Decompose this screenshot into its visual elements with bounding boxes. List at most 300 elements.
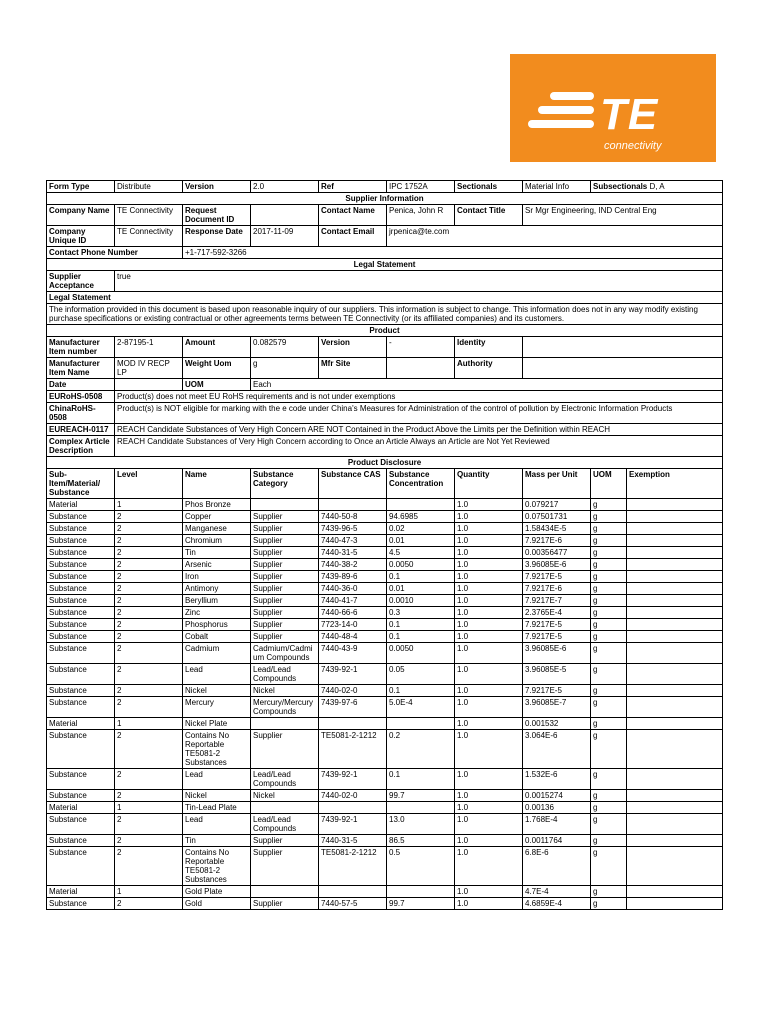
disclosure-heading: Product Disclosure (47, 457, 723, 469)
row-quantity: 1.0 (455, 685, 523, 697)
row-concentration: 0.3 (387, 607, 455, 619)
row-name: Lead (183, 769, 251, 790)
row-category: Lead/Lead Compounds (251, 664, 319, 685)
row-quantity: 1.0 (455, 664, 523, 685)
table-row (47, 547, 723, 559)
col-header: UOM (591, 469, 627, 499)
row-name: Nickel (183, 685, 251, 697)
row-concentration: 13.0 (387, 814, 455, 835)
row-type: Substance (47, 898, 115, 910)
row-cas: 7440-43-9 (319, 643, 387, 664)
row-cas: 7440-48-4 (319, 631, 387, 643)
company-name-label: Company Name (47, 205, 115, 226)
contact-email-value: jrpenica@te.com (387, 226, 723, 247)
row-level: 1 (115, 886, 183, 898)
row-cas: 7440-50-8 (319, 511, 387, 523)
row-uom: g (591, 571, 627, 583)
row-level: 2 (115, 697, 183, 718)
row-concentration: 0.0050 (387, 559, 455, 571)
uom-value: Each (251, 379, 723, 391)
row-mass: 2.3765E-4 (523, 607, 591, 619)
row-concentration (387, 718, 455, 730)
row-quantity: 1.0 (455, 523, 523, 535)
product-version-label: Version (319, 337, 387, 358)
chinarohs-label: ChinaRoHS-0508 (47, 403, 115, 424)
row-mass: 4.6859E-4 (523, 898, 591, 910)
row-exemption (627, 790, 723, 802)
row-category (251, 802, 319, 814)
row-cas: 7440-66-6 (319, 607, 387, 619)
authority-value (523, 358, 723, 379)
row-exemption (627, 547, 723, 559)
row-level: 1 (115, 802, 183, 814)
row-uom: g (591, 583, 627, 595)
row-exemption (627, 499, 723, 511)
row-type: Substance (47, 790, 115, 802)
product-version-value: - (387, 337, 455, 358)
table-row (47, 730, 723, 769)
disclosure-header-row (47, 469, 723, 499)
row-exemption (627, 511, 723, 523)
row-category: Cadmium/Cadmium Compounds (251, 643, 319, 664)
row-type: Substance (47, 631, 115, 643)
row-quantity: 1.0 (455, 631, 523, 643)
row-type: Substance (47, 547, 115, 559)
row-concentration: 0.1 (387, 685, 455, 697)
contact-phone-value: +1-717-592-3266 (183, 247, 723, 259)
row-category: Supplier (251, 631, 319, 643)
contact-name-value: Penica, John R (387, 205, 455, 226)
material-declaration-form (46, 180, 722, 910)
form-type-value: Distribute (115, 181, 183, 193)
col-header: Mass per Unit (523, 469, 591, 499)
eurohs-label: EURoHS-0508 (47, 391, 115, 403)
row-category: Supplier (251, 607, 319, 619)
row-name: Tin-Lead Plate (183, 802, 251, 814)
row-name: Lead (183, 664, 251, 685)
row-name: Chromium (183, 535, 251, 547)
row-mass: 7.9217E-5 (523, 631, 591, 643)
row-type: Material (47, 718, 115, 730)
row-uom: g (591, 619, 627, 631)
amount-label: Amount (183, 337, 251, 358)
logo-name: TE (600, 90, 659, 139)
row-category: Supplier (251, 523, 319, 535)
table-row (47, 802, 723, 814)
row-cas: 7440-02-0 (319, 685, 387, 697)
row-category: Supplier (251, 730, 319, 769)
row-uom: g (591, 595, 627, 607)
row-uom: g (591, 607, 627, 619)
row-exemption (627, 523, 723, 535)
row-mass: 0.0011764 (523, 835, 591, 847)
row-concentration: 0.1 (387, 769, 455, 790)
col-header: Name (183, 469, 251, 499)
table-row (47, 511, 723, 523)
row-mass: 7.9217E-5 (523, 685, 591, 697)
te-connectivity-logo (510, 54, 716, 162)
eureach-value: REACH Candidate Substances of Very High Concern ARE NOT Contained in the Product Above the Limits per the Definition within REACH (115, 424, 723, 436)
row-type: Substance (47, 769, 115, 790)
row-quantity: 1.0 (455, 730, 523, 769)
row-uom: g (591, 523, 627, 535)
row-cas (319, 718, 387, 730)
row-concentration: 0.01 (387, 583, 455, 595)
row-concentration: 0.05 (387, 664, 455, 685)
row-exemption (627, 559, 723, 571)
table-row (47, 835, 723, 847)
row-quantity: 1.0 (455, 802, 523, 814)
response-date-label: Response Date (183, 226, 251, 247)
row-quantity: 1.0 (455, 643, 523, 664)
row-exemption (627, 607, 723, 619)
row-name: Nickel (183, 790, 251, 802)
row-mass: 7.9217E-6 (523, 583, 591, 595)
row-uom: g (591, 886, 627, 898)
table-row (47, 718, 723, 730)
form-table (46, 180, 723, 910)
row-category: Supplier (251, 583, 319, 595)
row-mass: 3.96085E-7 (523, 697, 591, 718)
row-level: 1 (115, 499, 183, 511)
col-header: Level (115, 469, 183, 499)
row-category: Supplier (251, 619, 319, 631)
row-uom: g (591, 847, 627, 886)
row-quantity: 1.0 (455, 718, 523, 730)
row-name: Contains No Reportable TE5081-2 Substances (183, 730, 251, 769)
row-level: 2 (115, 619, 183, 631)
row-mass: 4.7E-4 (523, 886, 591, 898)
row-name: Phosphorus (183, 619, 251, 631)
amount-value: 0.082579 (251, 337, 319, 358)
supplier-info-heading: Supplier Information (47, 193, 723, 205)
row-level: 2 (115, 643, 183, 664)
row-category: Supplier (251, 571, 319, 583)
row-uom: g (591, 769, 627, 790)
row-concentration: 4.5 (387, 547, 455, 559)
row-exemption (627, 847, 723, 886)
row-quantity: 1.0 (455, 511, 523, 523)
contact-email-label: Contact Email (319, 226, 387, 247)
row-mass: 0.07501731 (523, 511, 591, 523)
table-row (47, 664, 723, 685)
complex-article-value: REACH Candidate Substances of Very High Concern according to Once an Article Always an Article are Not Yet Reviewed (115, 436, 723, 457)
row-type: Substance (47, 814, 115, 835)
row-level: 2 (115, 814, 183, 835)
sectionals-value: Material Info (523, 181, 591, 193)
weight-uom-label: Weight Uom (183, 358, 251, 379)
row-quantity: 1.0 (455, 607, 523, 619)
col-header: Substance Concentration (387, 469, 455, 499)
row-type: Substance (47, 571, 115, 583)
table-row (47, 685, 723, 697)
legal-statement-label: Legal Statement (47, 292, 723, 304)
legal-heading: Legal Statement (47, 259, 723, 271)
row-uom: g (591, 802, 627, 814)
mfr-name-value: MOD IV RECP LP (115, 358, 183, 379)
table-row (47, 631, 723, 643)
row-name: Gold Plate (183, 886, 251, 898)
row-mass: 3.96085E-6 (523, 643, 591, 664)
row-quantity: 1.0 (455, 769, 523, 790)
row-uom: g (591, 547, 627, 559)
col-header: Sub-Item/Material/ Substance (47, 469, 115, 499)
row-level: 1 (115, 718, 183, 730)
row-cas: 7439-92-1 (319, 814, 387, 835)
row-cas: TE5081-2-1212 (319, 847, 387, 886)
row-quantity: 1.0 (455, 898, 523, 910)
row-quantity: 1.0 (455, 595, 523, 607)
row-uom: g (591, 730, 627, 769)
row-mass: 0.0015274 (523, 790, 591, 802)
row-uom: g (591, 685, 627, 697)
row-level: 2 (115, 790, 183, 802)
authority-label: Authority (455, 358, 523, 379)
row-exemption (627, 664, 723, 685)
row-quantity: 1.0 (455, 571, 523, 583)
table-row (47, 814, 723, 835)
row-uom: g (591, 559, 627, 571)
company-unique-value: TE Connectivity (115, 226, 183, 247)
row-quantity: 1.0 (455, 790, 523, 802)
disclosure-rows (47, 499, 723, 910)
row-category: Supplier (251, 847, 319, 886)
row-concentration: 5.0E-4 (387, 697, 455, 718)
mfr-item-value: 2-87195-1 (115, 337, 183, 358)
row-quantity: 1.0 (455, 697, 523, 718)
response-date-value: 2017-11-09 (251, 226, 319, 247)
supplier-acceptance-label: Supplier Acceptance (47, 271, 115, 292)
row-uom: g (591, 790, 627, 802)
row-level: 2 (115, 664, 183, 685)
weight-uom-value: g (251, 358, 319, 379)
row-category: Supplier (251, 511, 319, 523)
row-mass: 7.9217E-5 (523, 571, 591, 583)
uom-label: UOM (183, 379, 251, 391)
contact-title-label: Contact Title (455, 205, 523, 226)
row-cas: 7439-97-6 (319, 697, 387, 718)
row-quantity: 1.0 (455, 547, 523, 559)
row-cas: 7723-14-0 (319, 619, 387, 631)
col-header: Quantity (455, 469, 523, 499)
row-cas: 7440-31-5 (319, 835, 387, 847)
eurohs-value: Product(s) does not meet EU RoHS requirements and is not under exemptions (115, 391, 723, 403)
table-row (47, 619, 723, 631)
row-uom: g (591, 499, 627, 511)
request-doc-value (251, 205, 319, 226)
row-exemption (627, 583, 723, 595)
row-exemption (627, 718, 723, 730)
table-row (47, 697, 723, 718)
row-type: Substance (47, 619, 115, 631)
row-exemption (627, 631, 723, 643)
row-category: Supplier (251, 898, 319, 910)
row-category (251, 499, 319, 511)
table-row (47, 499, 723, 511)
complex-article-label: Complex Article Description (47, 436, 115, 457)
row-concentration: 0.5 (387, 847, 455, 886)
row-concentration: 94.6985 (387, 511, 455, 523)
contact-phone-label: Contact Phone Number (47, 247, 183, 259)
row-concentration: 99.7 (387, 790, 455, 802)
table-row (47, 769, 723, 790)
row-mass: 3.96085E-5 (523, 664, 591, 685)
row-exemption (627, 814, 723, 835)
row-category: Supplier (251, 559, 319, 571)
row-category: Supplier (251, 595, 319, 607)
row-uom: g (591, 631, 627, 643)
row-category: Supplier (251, 835, 319, 847)
row-mass: 0.001532 (523, 718, 591, 730)
row-cas: 7440-57-5 (319, 898, 387, 910)
row-mass: 1.768E-4 (523, 814, 591, 835)
row-uom: g (591, 511, 627, 523)
row-type: Substance (47, 664, 115, 685)
eureach-label: EUREACH-0117 (47, 424, 115, 436)
row-cas: 7439-92-1 (319, 664, 387, 685)
date-value (115, 379, 183, 391)
form-type-label: Form Type (47, 181, 115, 193)
row-exemption (627, 898, 723, 910)
row-cas (319, 886, 387, 898)
row-mass: 0.00356477 (523, 547, 591, 559)
row-type: Substance (47, 847, 115, 886)
row-concentration: 0.1 (387, 619, 455, 631)
row-quantity: 1.0 (455, 583, 523, 595)
row-mass: 6.8E-6 (523, 847, 591, 886)
row-type: Substance (47, 583, 115, 595)
row-quantity: 1.0 (455, 886, 523, 898)
table-row (47, 790, 723, 802)
row-concentration (387, 886, 455, 898)
row-category: Mercury/Mercury Compounds (251, 697, 319, 718)
table-row (47, 847, 723, 886)
row-name: Nickel Plate (183, 718, 251, 730)
row-name: Antimony (183, 583, 251, 595)
row-cas (319, 802, 387, 814)
date-label: Date (47, 379, 115, 391)
row-level: 2 (115, 769, 183, 790)
row-exemption (627, 769, 723, 790)
row-quantity: 1.0 (455, 847, 523, 886)
mfr-item-label: Manufacturer Item number (47, 337, 115, 358)
row-level: 2 (115, 835, 183, 847)
row-cas: 7440-36-0 (319, 583, 387, 595)
row-cas: 7440-47-3 (319, 535, 387, 547)
row-level: 2 (115, 571, 183, 583)
supplier-acceptance-value: true (115, 271, 723, 292)
row-type: Substance (47, 535, 115, 547)
row-uom: g (591, 898, 627, 910)
row-quantity: 1.0 (455, 835, 523, 847)
table-row (47, 898, 723, 910)
version-value: 2.0 (251, 181, 319, 193)
row-mass: 7.9217E-5 (523, 619, 591, 631)
row-concentration: 0.1 (387, 571, 455, 583)
row-category: Nickel (251, 790, 319, 802)
row-name: Tin (183, 547, 251, 559)
row-exemption (627, 802, 723, 814)
row-exemption (627, 697, 723, 718)
row-type: Substance (47, 835, 115, 847)
row-level: 2 (115, 595, 183, 607)
row-quantity: 1.0 (455, 499, 523, 511)
row-cas: 7440-41-7 (319, 595, 387, 607)
row-mass: 0.00136 (523, 802, 591, 814)
row-concentration (387, 802, 455, 814)
row-level: 2 (115, 559, 183, 571)
row-name: Mercury (183, 697, 251, 718)
row-type: Material (47, 886, 115, 898)
logo-subtitle: connectivity (604, 140, 662, 152)
row-category: Supplier (251, 535, 319, 547)
row-uom: g (591, 697, 627, 718)
row-category (251, 886, 319, 898)
row-mass: 7.9217E-7 (523, 595, 591, 607)
row-name: Iron (183, 571, 251, 583)
subsectionals-label: Subsectionals (593, 182, 648, 191)
row-level: 2 (115, 583, 183, 595)
row-level: 2 (115, 685, 183, 697)
row-level: 2 (115, 511, 183, 523)
row-name: Beryllium (183, 595, 251, 607)
row-mass: 7.9217E-6 (523, 535, 591, 547)
legal-statement-text: The information provided in this document is based upon reasonable inquiry of our suppliers. This information is subject to change. This information does not in any way modify existing purchase specifications or existing contractual or other agreements terms between TE Connectivity (or its affiliated companies) and its customers. (47, 304, 723, 325)
row-uom: g (591, 814, 627, 835)
row-name: Cadmium (183, 643, 251, 664)
row-level: 2 (115, 730, 183, 769)
row-category: Lead/Lead Compounds (251, 814, 319, 835)
mfr-site-label: Mfr Site (319, 358, 387, 379)
row-exemption (627, 619, 723, 631)
row-mass: 1.532E-6 (523, 769, 591, 790)
table-row (47, 583, 723, 595)
company-unique-label: Company Unique ID (47, 226, 115, 247)
col-header: Exemption (627, 469, 723, 499)
row-type: Substance (47, 523, 115, 535)
identity-label: Identity (455, 337, 523, 358)
row-exemption (627, 685, 723, 697)
row-concentration: 0.2 (387, 730, 455, 769)
request-doc-label: Request Document ID (183, 205, 251, 226)
row-name: Tin (183, 835, 251, 847)
row-quantity: 1.0 (455, 619, 523, 631)
row-name: Copper (183, 511, 251, 523)
subsectionals (591, 181, 723, 193)
row-type: Substance (47, 643, 115, 664)
ref-label: Ref (319, 181, 387, 193)
chinarohs-value: Product(s) is NOT eligible for marking with the e code under China's Measures for Administration of the control of pollution by Electronic Information Products (115, 403, 723, 424)
row-category (251, 718, 319, 730)
row-uom: g (591, 535, 627, 547)
col-header: Substance CAS (319, 469, 387, 499)
row-exemption (627, 595, 723, 607)
row-mass: 0.079217 (523, 499, 591, 511)
row-type: Substance (47, 730, 115, 769)
row-name: Cobalt (183, 631, 251, 643)
row-uom: g (591, 835, 627, 847)
table-row (47, 571, 723, 583)
row-cas: 7439-89-6 (319, 571, 387, 583)
company-name-value: TE Connectivity (115, 205, 183, 226)
product-heading: Product (47, 325, 723, 337)
row-name: Lead (183, 814, 251, 835)
row-cas (319, 499, 387, 511)
mfr-name-label: Manufacturer Item Name (47, 358, 115, 379)
row-level: 2 (115, 547, 183, 559)
row-type: Substance (47, 559, 115, 571)
row-concentration: 0.02 (387, 523, 455, 535)
